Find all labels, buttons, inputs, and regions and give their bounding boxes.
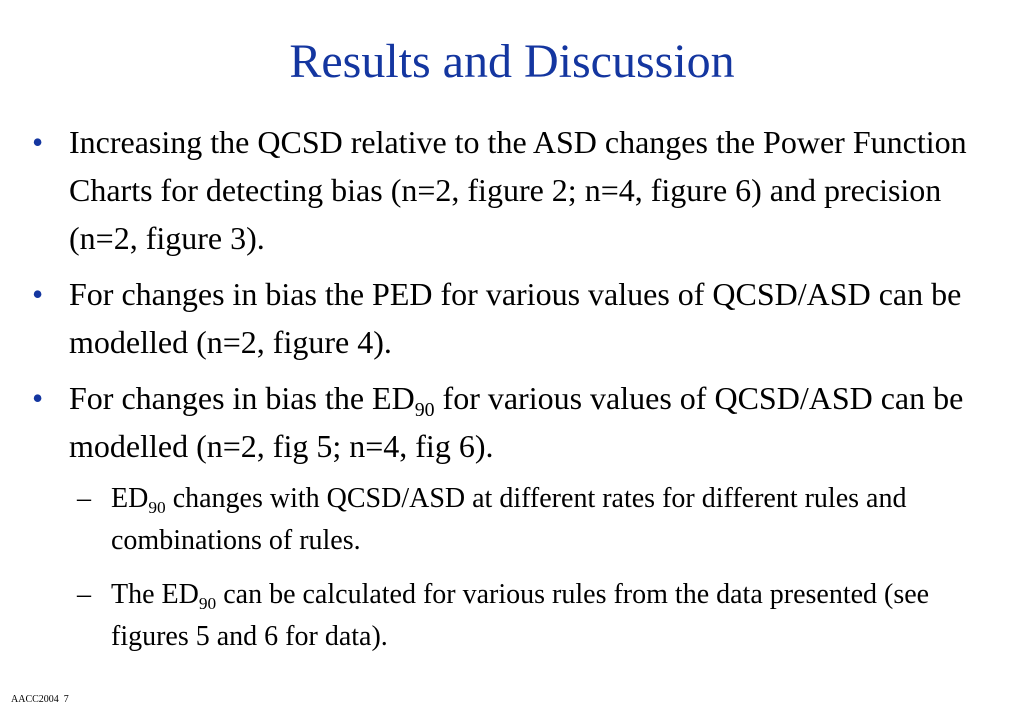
subscript: 90 [198, 594, 217, 614]
bullet-text: Increasing the QCSD relative to the ASD changes the Power Function Charts for detecting bias (n=2, figure 2; n=4, figure 6) and precision (n=2, figure 3). [69, 124, 967, 256]
subbullet-text-start: ED [111, 483, 149, 514]
subbullet-marker: – [77, 483, 91, 514]
subbullet-text-end: can be calculated for various rules from the data presented (see figures 5 and 6 for data). [111, 579, 930, 652]
slide-footer [11, 694, 69, 706]
bullet-text: For changes in bias the PED for various values of QCSD/ASD can be modelled (n=2, figure 4). [69, 276, 962, 360]
bullet-item-1 [32, 118, 979, 262]
subbullet-marker: – [77, 579, 91, 610]
subscript: 90 [148, 498, 166, 518]
bullet-marker: • [32, 124, 44, 160]
subbullet-item-1 [77, 478, 991, 562]
bullet-marker: • [32, 276, 44, 312]
bullet-item-2 [32, 270, 979, 366]
bullet-text-end: for various values of QCSD/ASD can be modelled (n=2, fig 5; n=4, fig 6). [69, 380, 964, 464]
slide-title: Results and Discussion [289, 35, 735, 88]
bullet-text-start: For changes in bias the ED [69, 380, 415, 416]
bullet-marker: • [32, 380, 44, 416]
subbullet-text-start: The ED [111, 579, 199, 610]
subscript: 90 [414, 398, 435, 421]
footer-label: AACC2004 [11, 694, 59, 705]
subbullet-item-2 [77, 574, 991, 658]
bullet-item-3 [32, 374, 979, 470]
subbullet-text-end: changes with QCSD/ASD at different rates for different rules and combinations of rules. [111, 483, 907, 556]
page-number: 7 [63, 694, 69, 705]
